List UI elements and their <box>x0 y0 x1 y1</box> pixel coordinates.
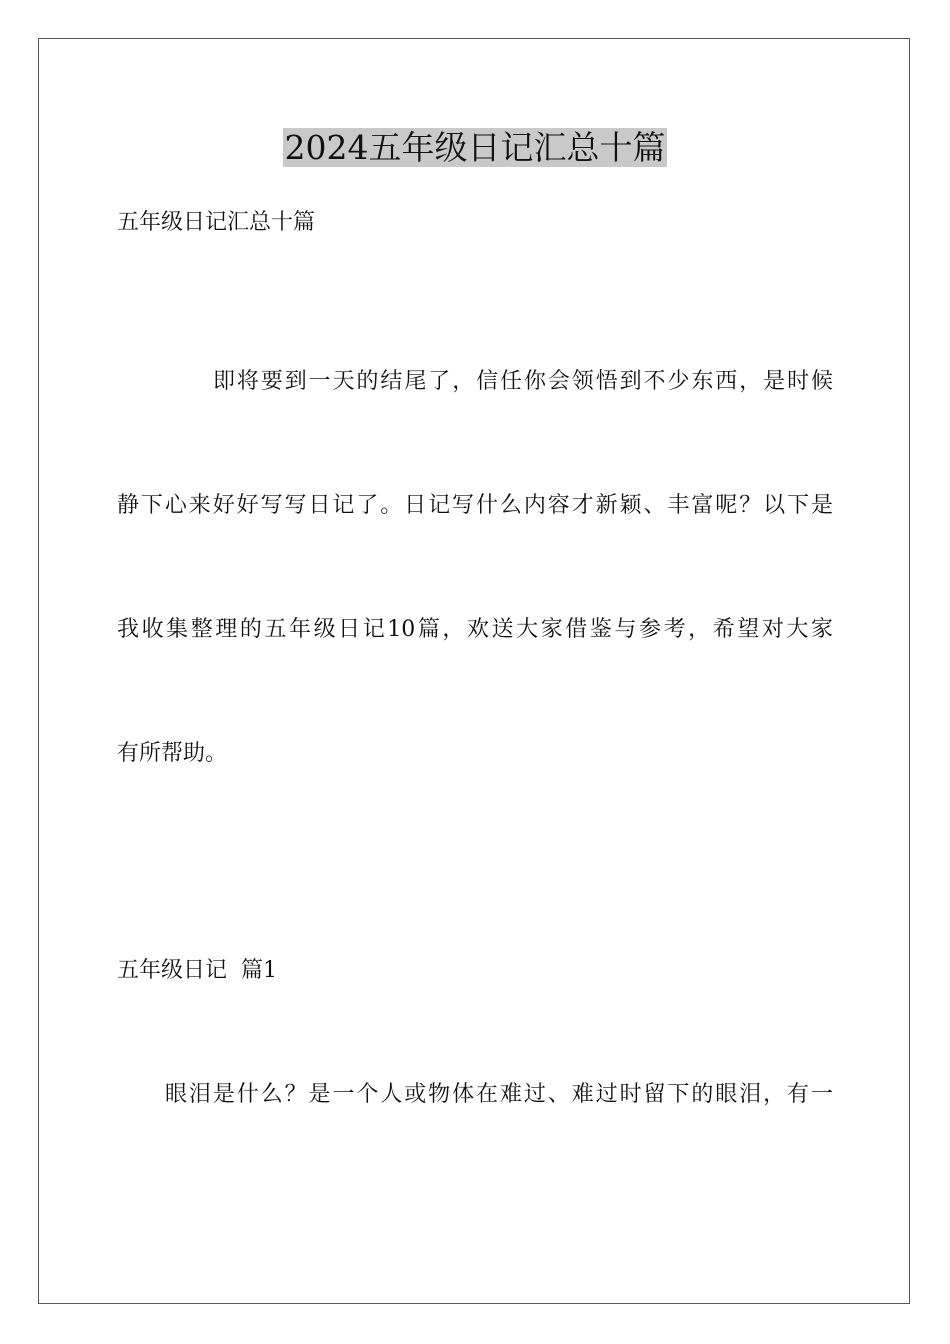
section-heading-label: 五年级日记 <box>117 958 228 983</box>
section-heading-number: 篇1 <box>241 958 278 983</box>
intro-paragraph <box>117 320 833 816</box>
section-heading <box>117 955 277 987</box>
intro-line: 有所帮助。 <box>117 741 228 766</box>
document-title <box>0 124 950 172</box>
intro-line: 即将要到一天的结尾了，信任你会领悟到不少东西，是时候 <box>213 369 833 394</box>
document-title-text: 2024五年级日记汇总十篇 <box>284 128 666 167</box>
intro-line: 我收集整理的五年级日记10篇，欢送大家借鉴与参考，希望对大家 <box>117 617 833 642</box>
document-subtitle: 五年级日记汇总十篇 <box>117 210 316 235</box>
diary-paragraph: 眼泪是什么？是一个人或物体在难过、难过时留下的眼泪，有一 <box>165 1082 833 1107</box>
intro-line: 静下心来好好写写日记了。日记写什么内容才新颖、丰富呢？以下是 <box>117 493 833 518</box>
